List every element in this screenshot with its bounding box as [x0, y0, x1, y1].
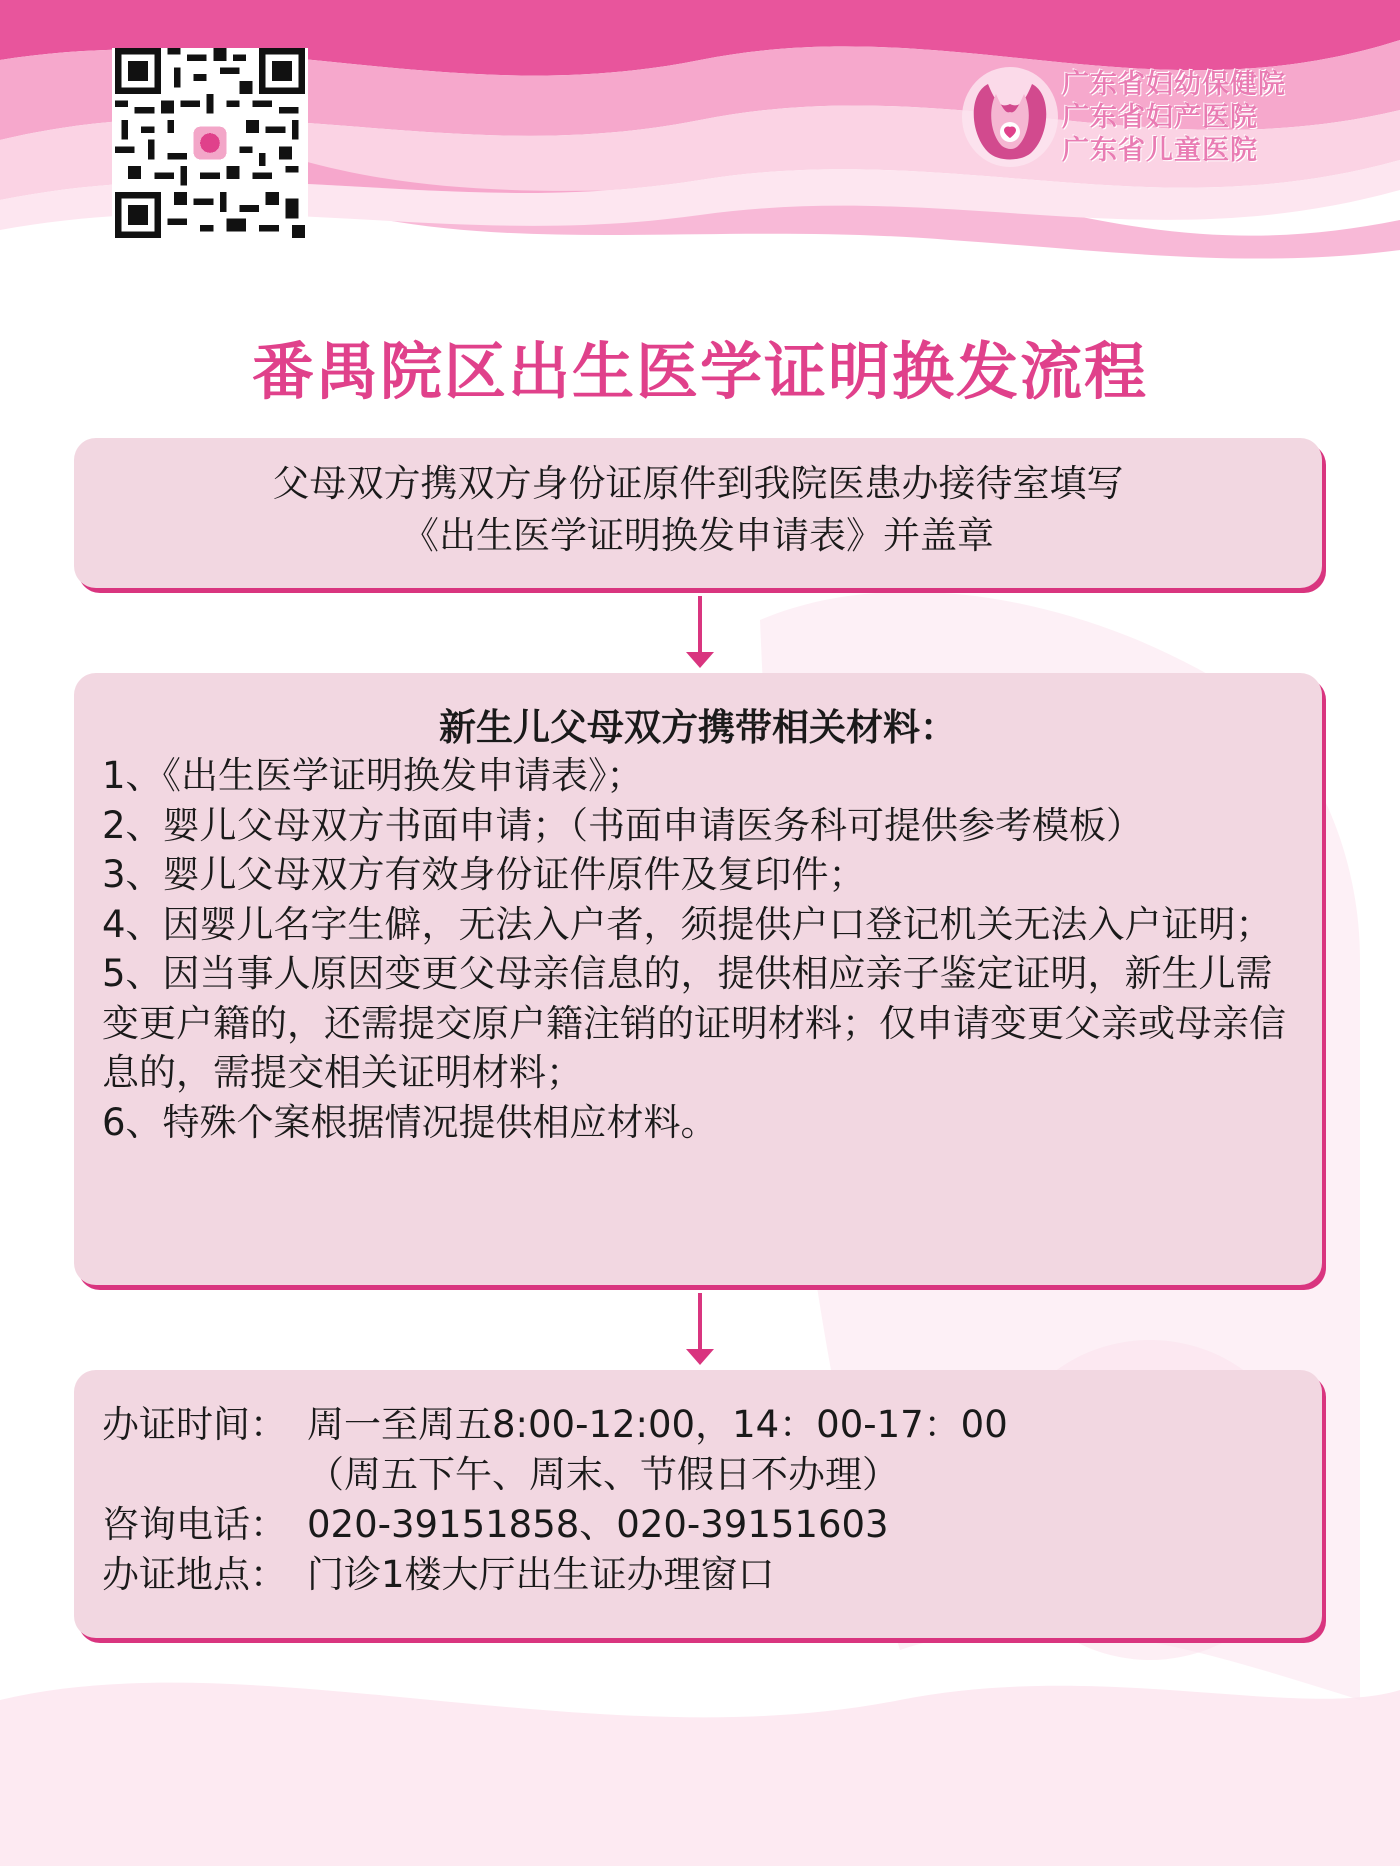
- hours-note-row: [102, 1450, 1302, 1500]
- step-1-line-1: 父母双方携双方身份证原件到我院医患办接待室填写: [272, 462, 1124, 505]
- hospital-name-3: 广东省儿童医院: [1062, 135, 1258, 166]
- location-value: 门诊1楼大厅出生证办理窗口: [307, 1553, 775, 1596]
- hours-value: 周一至周五8:00-12:00，14：00-17：00: [307, 1403, 1008, 1446]
- step-3-box: [74, 1370, 1322, 1638]
- step-2-heading: 新生儿父母双方携带相关材料：: [439, 706, 957, 749]
- requirement-item-3: 3、婴儿父母双方有效身份证件原件及复印件；: [102, 853, 866, 896]
- hospital-names: [1062, 68, 1286, 167]
- hospital-logo: [958, 64, 1308, 174]
- hours-row: [102, 1400, 1302, 1450]
- step-1-line-2: 《出生医学证明换发申请表》并盖章: [402, 514, 994, 557]
- requirement-item-2: 2、婴儿父母双方书面申请；（书面申请医务科可提供参考模板）: [102, 803, 1144, 847]
- phone-row: [102, 1500, 1302, 1550]
- qr-code-icon[interactable]: [112, 48, 308, 238]
- requirements-list: [102, 751, 1302, 1147]
- service-info: [102, 1400, 1302, 1600]
- step-1-box: [74, 438, 1322, 588]
- requirement-item-6: 6、特殊个案根据情况提供相应材料。: [102, 1100, 718, 1144]
- phone-label: 咨询电话：: [102, 1503, 287, 1546]
- step-2-box: [74, 673, 1322, 1285]
- requirement-item-5: 5、因当事人原因变更父母亲信息的，提供相应亲子鉴定证明，新生儿需变更户籍的，还需提交原户籍注销的证明材料；仅申请变更父亲或母亲信息的，需提交相关证明材料；: [102, 952, 1286, 1094]
- hospital-name-1: 广东省妇幼保健院: [1062, 69, 1286, 100]
- flow-arrow-1: [680, 596, 720, 670]
- phone-value[interactable]: 020-39151858、020-39151603: [307, 1503, 889, 1546]
- page-title: 番禺院区出生医学证明换发流程: [251, 335, 1148, 408]
- hours-label: 办证时间：: [102, 1403, 287, 1446]
- flow-arrow-2: [680, 1293, 720, 1367]
- location-label: 办证地点：: [102, 1553, 287, 1596]
- hours-note: （周五下午、周末、节假日不办理）: [307, 1453, 899, 1496]
- hospital-logo-icon: [958, 64, 1062, 170]
- step-1-text: [74, 458, 1322, 562]
- requirement-item-4: 4、因婴儿名字生僻，无法入户者，须提供户口登记机关无法入户证明；: [102, 902, 1273, 946]
- requirement-item-1: 1、《出生医学证明换发申请表》；: [102, 754, 644, 797]
- location-row: [102, 1550, 1302, 1600]
- hospital-name-2: 广东省妇产医院: [1062, 102, 1258, 133]
